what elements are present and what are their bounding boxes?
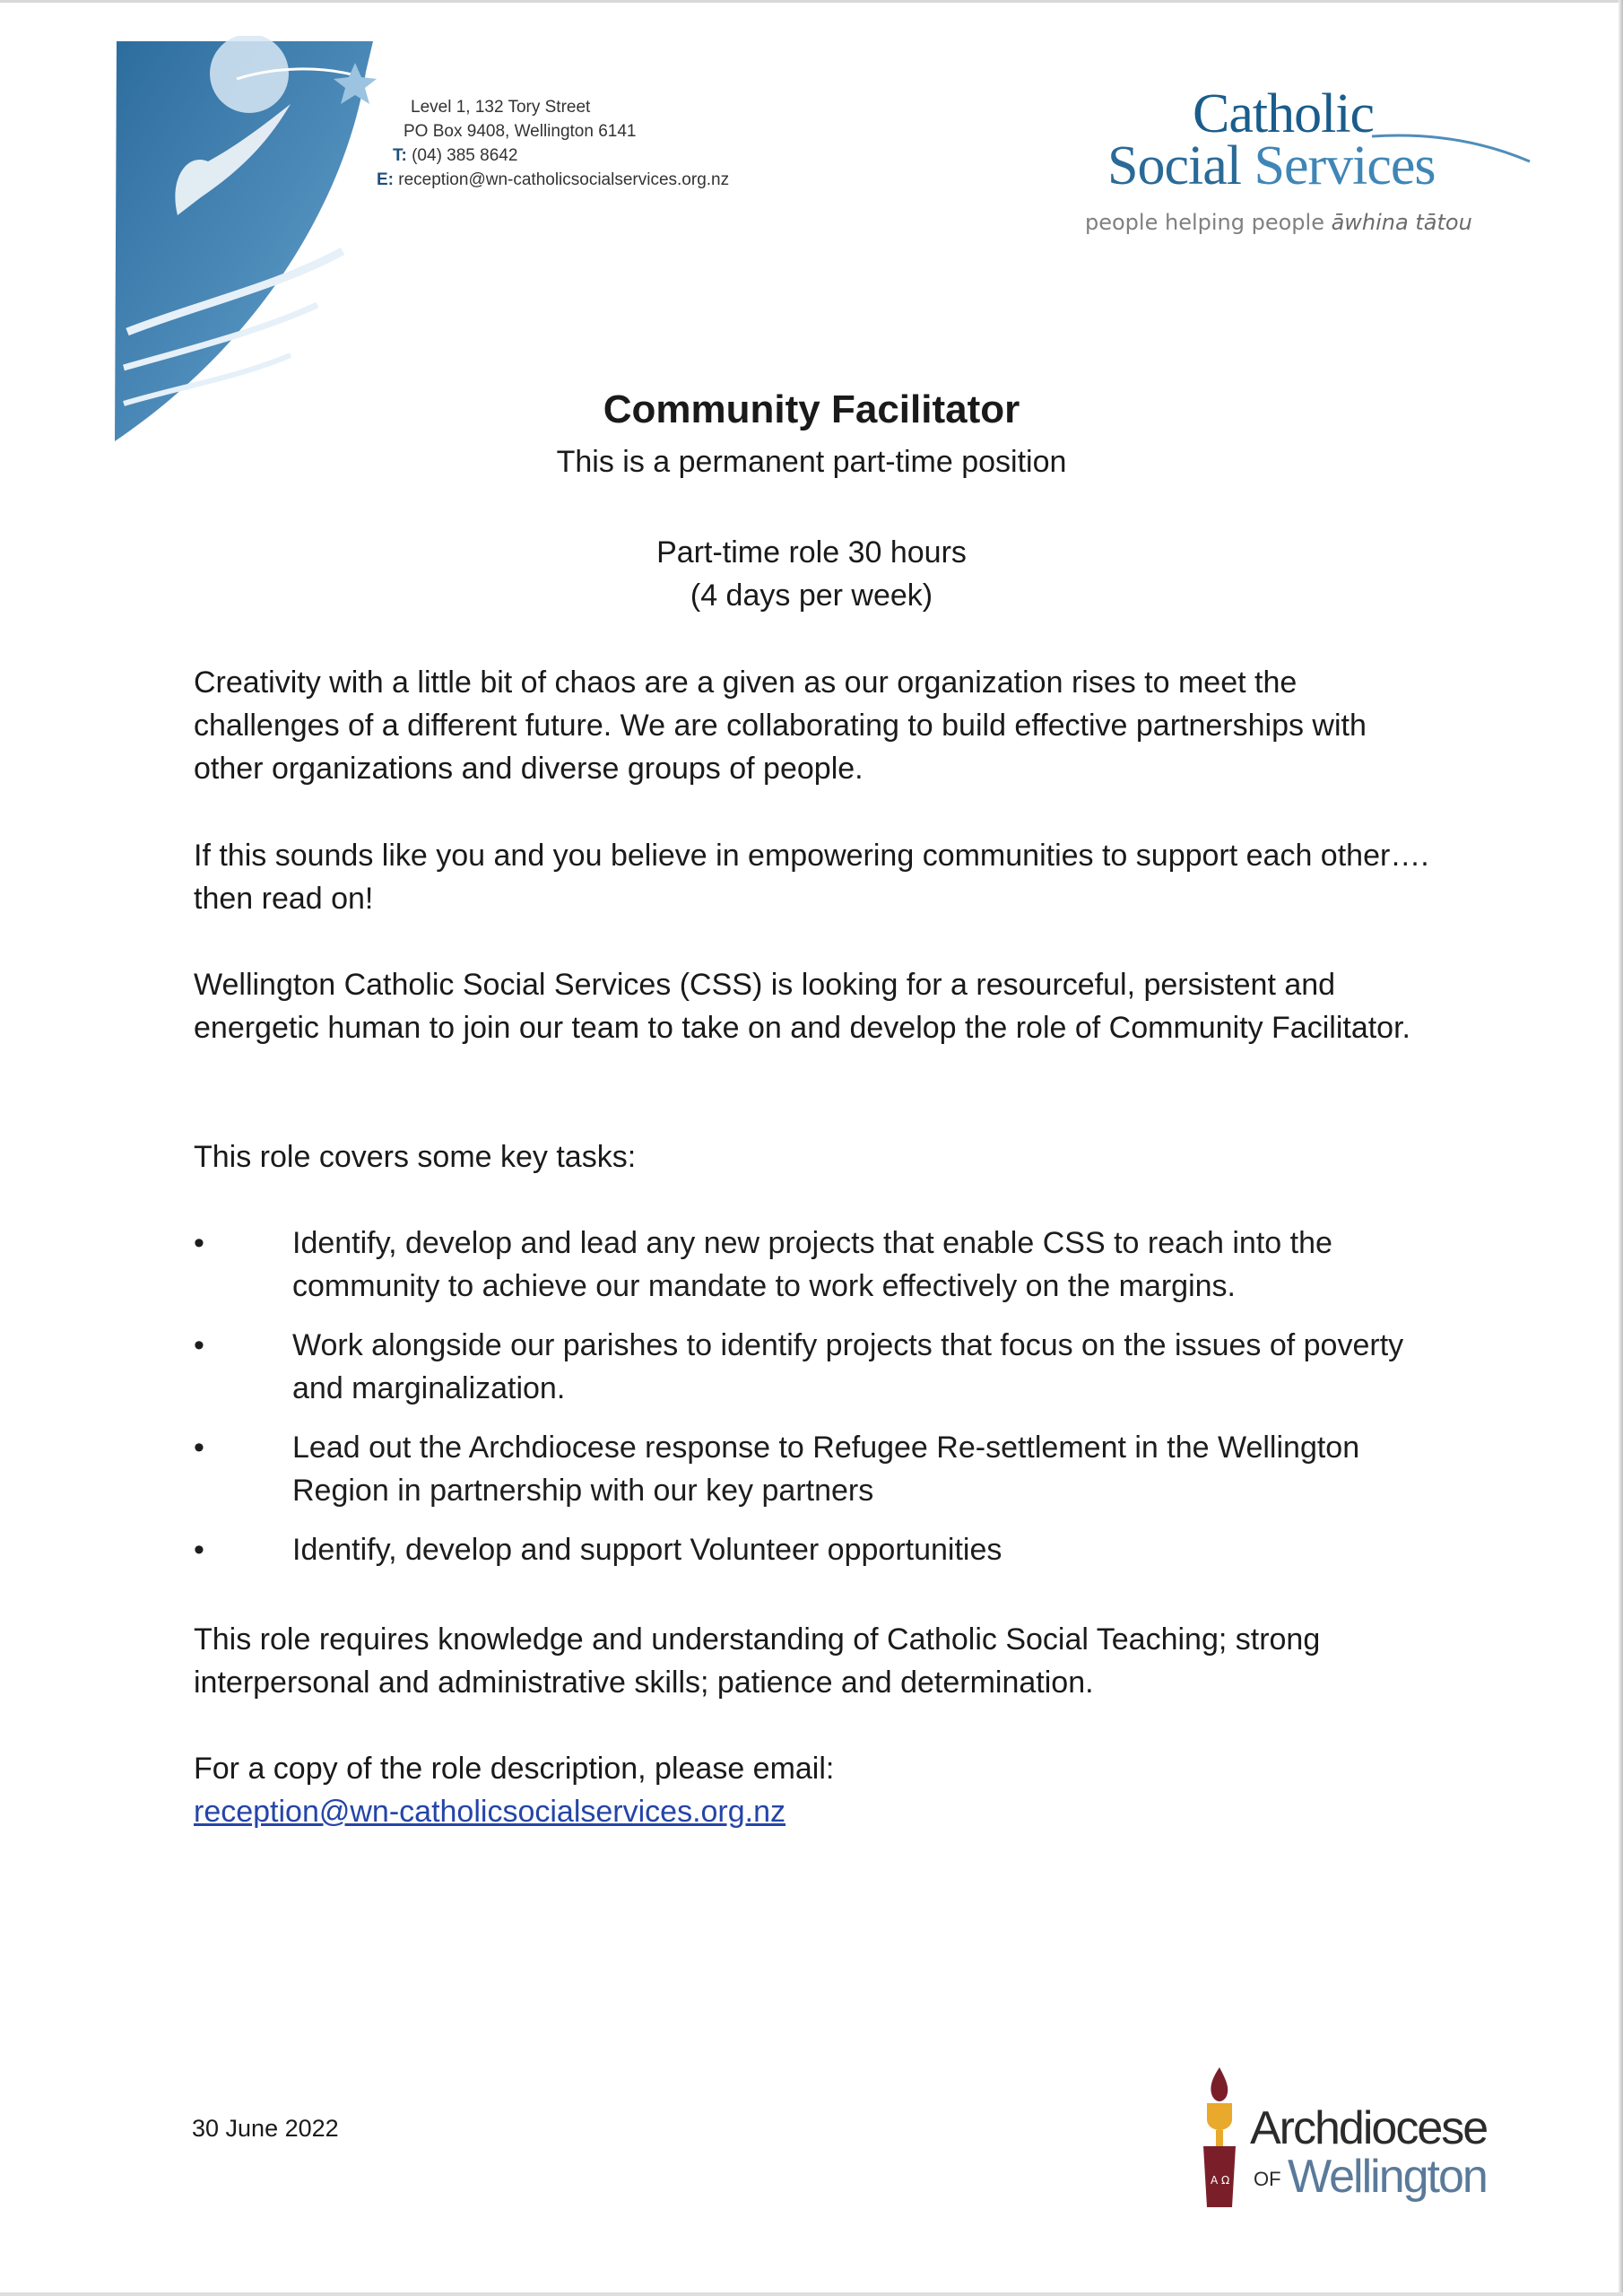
task-text: Identify, develop and lead any new projects that enable CSS to reach into the community to achieve our mandate to work effectively on the margins. <box>292 1226 1332 1303</box>
call-paragraph: If this sounds like you and you believe in empowering communities to support each other…. then read on! <box>194 839 1429 916</box>
page-title: Community Facilitator <box>603 387 1020 431</box>
hours-block <box>0 531 1623 617</box>
tasks-intro: This role covers some key tasks: <box>194 1140 637 1174</box>
list-item <box>194 1426 1449 1512</box>
tasks-list <box>194 1222 1449 1587</box>
bullet-icon: • <box>194 1431 204 1465</box>
requirements-paragraph: This role requires knowledge and understanding of Catholic Social Teaching; strong interpersonal and administrative skills; patience and determination. <box>194 1622 1321 1700</box>
logo-tagline-english: people helping people <box>1085 210 1332 235</box>
intro-paragraph: Creativity with a little bit of chaos are a given as our organization rises to meet the challenges of a different future. We are collaborating to build effective partnerships with other organizations and diverse groups of people. <box>194 665 1367 786</box>
arch-monogram: A Ω <box>1211 2174 1230 2187</box>
contact-block <box>194 1747 1440 1833</box>
contact-intro: For a copy of the role description, please email: <box>194 1752 835 1786</box>
address-phone <box>377 144 729 168</box>
email-label: E: <box>377 170 394 189</box>
archdiocese-torch-icon <box>1193 2067 1246 2211</box>
archdiocese-logo <box>1193 2067 1515 2211</box>
bullet-icon: • <box>194 1226 204 1260</box>
logo-tagline <box>1085 210 1472 235</box>
phone-number: (04) 385 8642 <box>412 146 518 165</box>
document-date: 30 June 2022 <box>192 2115 339 2142</box>
bullet-icon: • <box>194 1328 204 1362</box>
page-subtitle: This is a permanent part-time position <box>556 445 1067 479</box>
email-address[interactable]: reception@wn-catholicsocialservices.org.nz <box>398 170 730 189</box>
list-item <box>194 1528 1449 1571</box>
bullet-icon: • <box>194 1533 204 1567</box>
list-item <box>194 1222 1449 1308</box>
address-line2: PO Box 9408, Wellington 6141 <box>404 122 637 141</box>
address-line1: Level 1, 132 Tory Street <box>411 98 591 117</box>
arch-word-wellington: Wellington <box>1288 2151 1487 2203</box>
page-edge-top <box>0 0 1623 3</box>
arch-word-archdiocese: Archdiocese <box>1250 2102 1488 2154</box>
phone-label: T: <box>393 146 407 165</box>
logo-word-services: Services <box>1254 135 1436 196</box>
task-text: Identify, develop and support Volunteer opportunities <box>292 1533 1002 1567</box>
role-paragraph: Wellington Catholic Social Services (CSS) is looking for a resourceful, persistent and energetic human to join our team to take on and develop the role of Community Facilitator. <box>194 968 1410 1045</box>
task-text: Work alongside our parishes to identify projects that focus on the issues of poverty and marginalization. <box>292 1328 1404 1405</box>
letterhead-address <box>377 95 729 192</box>
hours-line1: Part-time role 30 hours <box>656 535 967 570</box>
hours-line2: (4 days per week) <box>690 578 933 613</box>
logo-tagline-maori: āwhina tātou <box>1331 210 1472 235</box>
catholic-social-services-logo <box>1076 83 1542 253</box>
contact-email-link[interactable]: reception@wn-catholicsocialservices.org.nz <box>194 1795 786 1829</box>
arch-word-of: OF <box>1254 2168 1281 2190</box>
page-edge-right <box>1619 0 1623 2296</box>
logo-word-social: Social <box>1107 135 1254 196</box>
angel-logo-icon <box>115 36 393 444</box>
logo-word-social-services <box>1107 135 1436 198</box>
task-text: Lead out the Archdiocese response to Refugee Re-settlement in the Wellington Region in partnership with our key partners <box>292 1431 1360 1508</box>
address-email <box>377 168 729 192</box>
list-item <box>194 1324 1449 1410</box>
logo-word-catholic: Catholic <box>1193 83 1375 144</box>
page-edge-bottom <box>0 2292 1623 2296</box>
